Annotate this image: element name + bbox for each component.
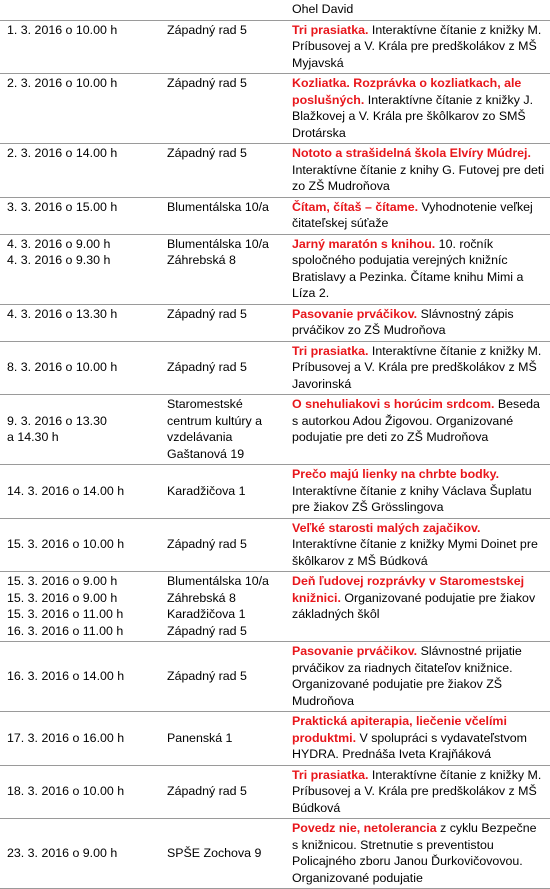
event-description-cell — [292, 712, 550, 766]
event-desc: Interaktívne čítanie z knižky J. Blažkovej a V. Krála pre škôlkarov zo SMŠ Drotárska — [292, 92, 534, 140]
event-description-cell — [292, 395, 550, 465]
table-row — [0, 712, 550, 766]
event-date: a 14.30 h — [7, 430, 59, 444]
table-row — [0, 395, 550, 465]
table-row — [0, 144, 550, 198]
event-desc: Interaktívne čítanie z knižky M. Príbusovej a V. Krála pre predškolákov z MŠ Myjavská — [292, 22, 542, 70]
event-desc: Interaktívne čítanie z knihy Václava Šuplatu pre žiakov ZŠ Grösslingova — [292, 483, 532, 514]
event-place: Karadžičova 1 — [167, 607, 246, 621]
event-place-cell — [167, 642, 292, 712]
event-date: 15. 3. 2016 o 9.00 h — [7, 574, 118, 588]
event-title: Tri prasiatka. — [292, 343, 369, 358]
event-place: Panenská 1 — [167, 730, 233, 745]
table-row — [0, 341, 550, 395]
event-description-cell — [292, 572, 550, 642]
event-place-cell — [167, 304, 292, 341]
event-desc: Interaktívne čítanie z knižky Mymi Doinet pre škôlkarov z MŠ Búdková — [292, 537, 538, 568]
event-place: vzdelávania — [167, 430, 233, 444]
event-description-cell — [292, 74, 550, 144]
event-place: Blumentálska 10/a — [167, 574, 269, 588]
event-date: 8. 3. 2016 o 10.00 h — [7, 360, 118, 374]
event-place: Západný rad 5 — [167, 623, 247, 638]
event-date-cell — [0, 642, 167, 712]
table-row — [0, 642, 550, 712]
event-place: Západný rad 5 — [167, 668, 247, 683]
table-row — [0, 20, 550, 74]
event-desc: z cyklu Bezpečne s knižnicou. Stretnutie s preventistou Policajného zboru Janou Ďurkovičovovou. Organizované podujatie — [292, 821, 537, 885]
event-title: Jarný maratón s knihou. — [292, 236, 436, 251]
event-date-cell — [0, 572, 167, 642]
event-date-cell — [0, 395, 167, 465]
event-place: Západný rad 5 — [167, 306, 247, 321]
event-date: 2. 3. 2016 o 10.00 h — [7, 76, 118, 90]
event-description-cell — [292, 819, 550, 889]
event-place: Západný rad 5 — [167, 146, 247, 160]
event-description-cell — [292, 465, 550, 519]
event-date-cell — [0, 465, 167, 519]
event-desc: Organizované podujatie pre žiakov základných škôl — [292, 590, 536, 621]
event-date: 15. 3. 2016 o 10.00 h — [7, 537, 125, 551]
event-place: centrum kultúry a — [167, 413, 263, 428]
table-row — [0, 572, 550, 642]
event-date: 4. 3. 2016 o 9.30 h — [7, 253, 111, 267]
event-title: Deň ľudovej rozprávky v Staromestskej knižnici. — [292, 574, 525, 605]
event-place: Západný rad 5 — [167, 22, 247, 37]
event-desc: 10. ročník spoločného podujatia verejných knižníc Bratislavy a Pezinka. Čítame knihu Mimi a Líza 2. — [292, 236, 524, 300]
event-place: Staromestské — [167, 397, 243, 411]
event-date: 16. 3. 2016 o 14.00 h — [7, 668, 125, 683]
event-description-cell — [292, 197, 550, 234]
event-place-cell — [167, 341, 292, 395]
table-row — [0, 197, 550, 234]
event-date-cell — [0, 712, 167, 766]
event-place: Západný rad 5 — [167, 784, 247, 798]
event-place: Karadžičova 1 — [167, 483, 246, 498]
event-title: Praktická apiterapia, liečenie včelími produktmi. — [292, 714, 507, 745]
event-title: Nototo a strašidelná škola Elvíry Múdrej. — [292, 146, 531, 160]
table-row — [0, 74, 550, 144]
table-row — [0, 304, 550, 341]
event-place-cell — [167, 765, 292, 819]
event-place: Záhrebská 8 — [167, 590, 236, 605]
event-description-cell — [292, 20, 550, 74]
event-place: Gaštanová 19 — [167, 446, 245, 461]
event-place: Záhrebská 8 — [167, 253, 236, 267]
event-title: Čítam, čítaš – čítame. — [292, 199, 419, 214]
event-place: Západný rad 5 — [167, 360, 247, 374]
event-place-cell — [167, 572, 292, 642]
event-description-cell — [292, 234, 550, 304]
event-place-cell — [167, 197, 292, 234]
event-date-cell — [0, 20, 167, 74]
event-date-cell — [0, 0, 167, 20]
event-date-cell — [0, 341, 167, 395]
event-place-cell — [167, 234, 292, 304]
table-row — [0, 465, 550, 519]
event-date: 16. 3. 2016 o 11.00 h — [7, 623, 124, 638]
table-row — [0, 765, 550, 819]
event-date: 15. 3. 2016 o 9.00 h — [7, 590, 118, 605]
table-row — [0, 518, 550, 572]
event-desc: V spolupráci s vydavateľstvom HYDRA. Prednáša Iveta Krajňáková — [292, 730, 527, 761]
event-date: 18. 3. 2016 o 10.00 h — [7, 784, 125, 798]
event-desc: Ohel David — [292, 2, 354, 16]
event-desc: Interaktívne čítanie z knižky M. Príbusovej a V. Krála pre predškolákov z MŠ Búdková — [292, 767, 542, 815]
event-date: 4. 3. 2016 o 9.00 h — [7, 236, 111, 251]
event-date: 9. 3. 2016 o 13.30 — [7, 413, 107, 428]
event-place: Západný rad 5 — [167, 76, 247, 90]
event-description-cell — [292, 642, 550, 712]
event-title: Tri prasiatka. — [292, 767, 369, 782]
event-title: Kozliatka. Rozprávka o kozliatkach, ale poslušných. — [292, 76, 522, 107]
event-date: 1. 3. 2016 o 10.00 h — [7, 22, 118, 37]
event-place-cell — [167, 465, 292, 519]
table-row — [0, 234, 550, 304]
event-date-cell — [0, 74, 167, 144]
event-place-cell — [167, 144, 292, 198]
event-title: Prečo majú lienky na chrbte bodky. — [292, 467, 500, 481]
event-desc: Slávnostné prijatie prváčikov za riadnych čitateľov knižnice. Organizované podujatie pre žiakov ZŠ Mudroňova — [292, 644, 522, 708]
event-desc: Vyhodnotenie veľkej čitateľskej súťaže — [292, 199, 533, 230]
event-date: 14. 3. 2016 o 14.00 h — [7, 483, 125, 498]
event-title: Tri prasiatka. — [292, 22, 369, 37]
event-desc: Interaktívne čítanie z knihy G. Futovej pre deti zo ZŠ Mudroňova — [292, 162, 545, 193]
event-date: 3. 3. 2016 o 15.00 h — [7, 199, 118, 214]
event-date-cell — [0, 518, 167, 572]
table-row — [0, 0, 550, 20]
event-description-cell — [292, 0, 550, 20]
event-description-cell — [292, 765, 550, 819]
event-title: Veľké starosti malých zajačikov. — [292, 520, 481, 535]
event-place: Blumentálska 10/a — [167, 199, 269, 214]
event-title: Povedz nie, netolerancia — [292, 821, 437, 835]
event-place-cell — [167, 712, 292, 766]
event-title: Pasovanie prváčikov. — [292, 644, 418, 658]
event-date: 17. 3. 2016 o 16.00 h — [7, 730, 125, 745]
event-date: 23. 3. 2016 o 9.00 h — [7, 845, 118, 860]
event-date-cell — [0, 197, 167, 234]
event-desc: Interaktívne čítanie z knižky M. Príbusovej a V. Krála pre predškolákov z MŠ Javorinská — [292, 343, 542, 391]
table-row — [0, 819, 550, 889]
event-description-cell — [292, 518, 550, 572]
event-description-cell — [292, 144, 550, 198]
event-description-cell — [292, 304, 550, 341]
event-place-cell — [167, 819, 292, 889]
event-place: SPŠE Zochova 9 — [167, 845, 262, 860]
event-place-cell — [167, 395, 292, 465]
event-description-cell — [292, 341, 550, 395]
event-place-cell — [167, 74, 292, 144]
event-date-cell — [0, 765, 167, 819]
event-date: 2. 3. 2016 o 14.00 h — [7, 146, 118, 160]
event-place: Blumentálska 10/a — [167, 236, 269, 251]
event-date: 4. 3. 2016 o 13.30 h — [7, 306, 118, 321]
event-desc: Beseda s autorkou Adou Žigovou. Organizované podujatie pre deti zo ZŠ Mudroňova — [292, 397, 540, 444]
event-date-cell — [0, 144, 167, 198]
event-date-cell — [0, 304, 167, 341]
event-date: 15. 3. 2016 o 11.00 h — [7, 607, 124, 621]
event-place-cell — [167, 20, 292, 74]
event-date-cell — [0, 819, 167, 889]
event-desc: Slávnostný zápis prváčikov zo ZŠ Mudroňova — [292, 306, 514, 337]
event-title: Pasovanie prváčikov. — [292, 306, 418, 321]
event-place-cell — [167, 518, 292, 572]
event-place-cell — [167, 0, 292, 20]
event-date-cell — [0, 234, 167, 304]
event-place: Západný rad 5 — [167, 537, 247, 551]
event-title: O snehuliakovi s horúcim srdcom. — [292, 397, 495, 411]
